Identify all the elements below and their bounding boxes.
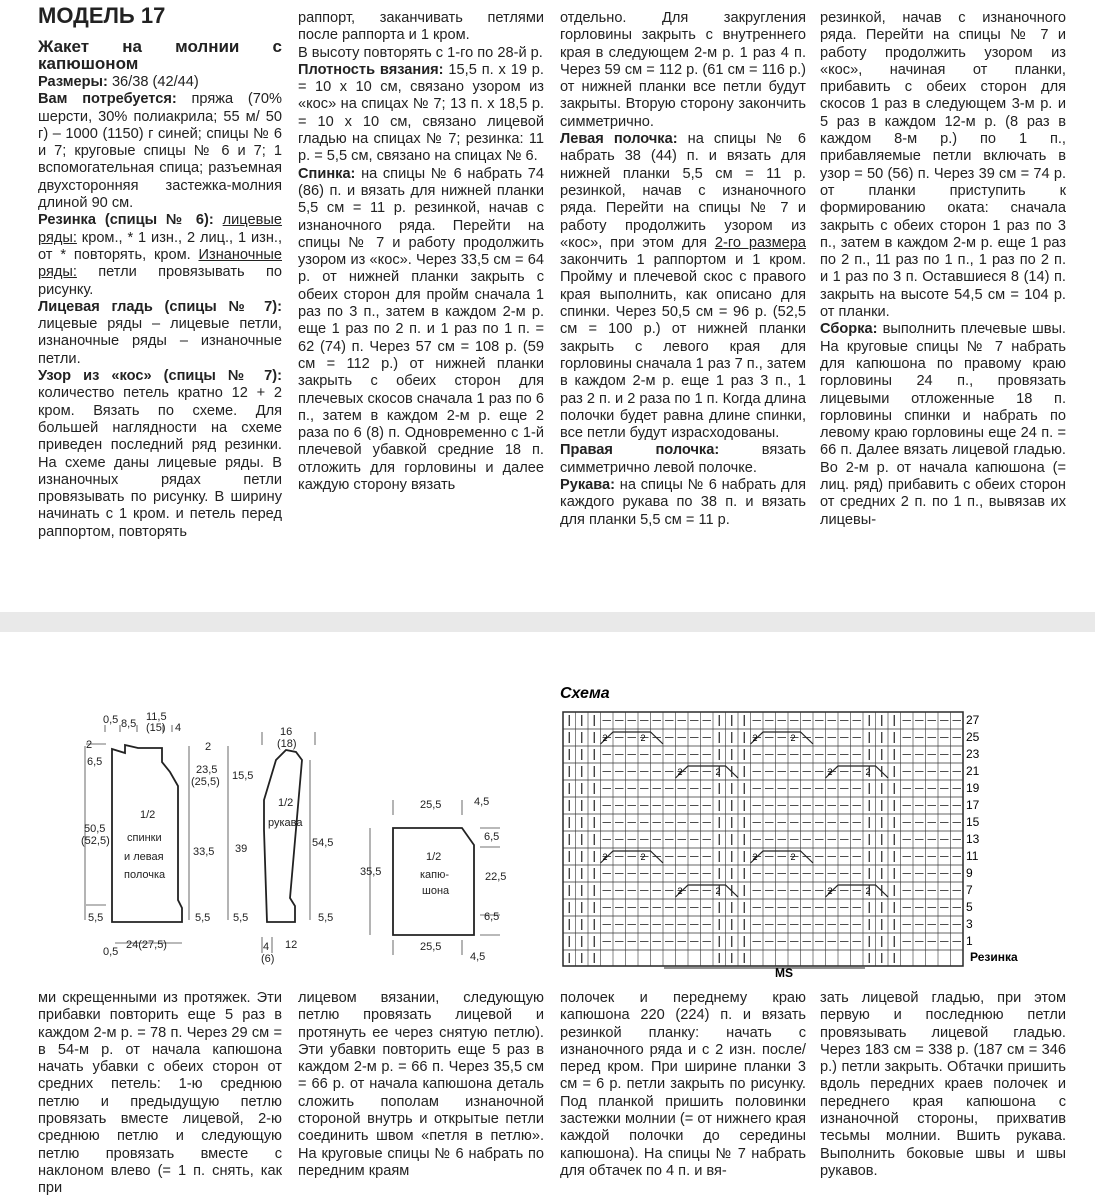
p1-lbl-front: полочка [124, 869, 166, 881]
p3-lbl-hood1: капю- [420, 869, 450, 881]
left-front-text-1: на спицы № 6 набрать 38 (44) п. и вязать для нижней планки 5,5 см = 11 р. резинкой, начав с изнаночного ряда. Перейти на спицы № 7 и работу продолжить узором из «кос», при этом для [560, 131, 806, 251]
col3-text-1: отдельно. Для закругления горловины закрыть с внутреннего края в следующем 2-м р. 1 раз 4 п. Через 59 см = 112 р. (61 см = 116 р.) от нижней планки все петли будут закрыты. Вторую сторону закончить симметрично. [560, 10, 806, 130]
chart-row-label: 1 [966, 934, 973, 948]
chart-row-label: 11 [966, 849, 979, 863]
bottom-column-2: лицевом вязании, следующую петлю провязать лицевой и протянуть ее через снятую петлю). Эти убавки повторить еще 5 раз в каждом 2-м р. = 66 п. Через 35,5 см = 66 р. от начала капюшона деталь сложить пополам изнаночной стороной внутрь и открытые петли соединить швом «петля в петлю». На круговые спицы № 6 набрать по передним краям [298, 990, 544, 1179]
p1-lbl-115: 11,5 [146, 711, 167, 723]
chart-cable-count: 2 [827, 886, 833, 896]
back-text: на спицы № 6 набрать 74 (86) п. и вязать для нижней планки 5,5 см = 11 р. резинкой, начав с изнаночного ряда. Перейти на спицы № 7 и работу продолжить узором из «кос». Через 33,5 см = 64 р. от нижней планки закрыть с обеих сторон для пройм сначала 1 раз по 3 п., затем в каждом 2-м р. еще 1 раз по 2 п. и 1 раз по 1 п. = 62 (74) п. Через 57 см = 108 р. (59 см = 112 р.) от нижней планки закрыть с обеих сторон для плечевых скосов сначала 1 раз по 6 п., затем в каждом 2-м р. еще 2 раза по 6 (8) п. Одновременно с 1-й плечевой убавкой средние 18 п. отложить для горловины и далее каждую сторону вязать [298, 165, 544, 494]
cable-label: Узор из «кос» (спицы № 7): [38, 368, 282, 385]
sleeves-text: на спицы № 6 набрать для каждого рукава по 38 п. и вязать для планки 5,5 см = 11 р. [560, 477, 806, 528]
p2-lbl-12: 12 [285, 939, 298, 951]
chart-row-label: 23 [966, 747, 980, 761]
chart-cable-count: 2 [640, 733, 646, 743]
p3-lbl-355: 35,5 [360, 866, 382, 878]
cable-chart [563, 712, 980, 966]
rib-underline-2: Изнаночные ряды: [38, 246, 282, 281]
p3-lbl-225: 22,5 [485, 871, 507, 883]
p2-lbl-545: 54,5 [312, 837, 334, 849]
p3-lbl-255b: 25,5 [420, 941, 442, 953]
p2-lbl-18: (18) [277, 738, 297, 750]
p1-lbl-255: (25,5) [191, 776, 220, 788]
p1-lbl-half: 1/2 [140, 809, 156, 821]
p1-lbl-235: 23,5 [196, 764, 218, 776]
chart-row-label: 15 [966, 815, 980, 829]
p2-lbl-sleeve: рукава [268, 817, 303, 829]
assembly-label: Сборка: [820, 321, 878, 338]
rib-underline-1: лицевые ряды: [38, 212, 282, 246]
p3-lbl-45a: 4,5 [474, 796, 490, 808]
chart-row-label: 19 [966, 781, 980, 795]
scheme-ms-label: MS [775, 966, 793, 980]
p3-lbl-255a: 25,5 [420, 799, 442, 811]
left-front-underline: 2-го размера [714, 234, 807, 251]
p1-lbl-155: 15,5 [232, 770, 254, 782]
text-column-1 [38, 20, 282, 541]
back-label: Спинка: [298, 165, 356, 182]
chart-row-label: 17 [966, 798, 980, 812]
assembly-text: выполнить плечевые швы. На круговые спицы № 7 набрать для капюшона по правому краю горловины 24 п., провязать лицевыми отложенные 18 п. горловины спинки и набрать по левому краю горловины еще 24 п. = 66 п. Далее вязать лицевой гладью. Во 2-м р. от начала капюшона (= лиц. ряд) прибавить с обеих сторон от средних 2 п. по 1 п., вывязав их лицевы- [820, 321, 1066, 528]
p1-lbl-85: 8,5 [121, 718, 137, 730]
chart-row-label: 13 [966, 832, 980, 846]
model-heading: МОДЕЛЬ 17 [38, 3, 166, 28]
sizes-text: 36/38 (42/44) [107, 74, 199, 90]
p1-lbl-55a: 5,5 [88, 912, 104, 924]
chart-cable-count: 2 [677, 886, 683, 896]
chart-cable-count: 2 [790, 733, 796, 743]
chart-cable-count: 2 [677, 767, 683, 777]
p3-lbl-65b: 6,5 [484, 911, 500, 923]
rib-text-2: петли провязывать по рисунку. [38, 264, 282, 298]
p1-lbl-55b: 5,5 [195, 912, 211, 924]
page-divider [0, 612, 1095, 632]
p1-lbl-525: (52,5) [81, 835, 110, 847]
p2-lbl-55: 5,5 [318, 912, 334, 924]
chart-row-label: 27 [966, 713, 980, 727]
scheme-rib-label: Резинка [970, 950, 1018, 964]
p1-lbl-335: 33,5 [193, 846, 215, 858]
pattern-diagrams [0, 632, 1095, 982]
p1-lbl-back: спинки [127, 832, 162, 844]
p3-lbl-half: 1/2 [426, 851, 442, 863]
chart-cable-count: 2 [752, 733, 758, 743]
p1-lbl-15: (15) [146, 722, 166, 734]
p1-lbl-05: 0,5 [103, 714, 119, 726]
chart-row-label: 3 [966, 917, 973, 931]
sizes-label: Размеры: [38, 74, 108, 90]
left-front-label: Левая полочка: [560, 131, 678, 148]
bottom-column-4: зать лицевой гладью, при этом первую и последнюю петли провязывать лицевой гладью. Через 183 см = 338 р. (187 см = 346 р.) петли закрыть. Обтачки пришить вдоль передних краев полочек и переднего края капюшона с изнаночной стороны, прихватив тесьмы молнии. Вшить рукава. Выполнить боковые швы и швы рукавов. [820, 990, 1066, 1179]
chart-cable-count: 2 [827, 767, 833, 777]
p3-lbl-hood2: шона [422, 885, 450, 897]
chart-cable-count: 2 [640, 852, 646, 862]
bottom-column-1: ми скрещенными из протяжек. Эти прибавки повторить еще 5 раз в каждом 2-м р. = 78 п. Через 29 см = в 54-м р. от начала капюшона начать убавки с обеих сторон от средних петель: 1-ю среднюю петлю и предыдущую петлю провязать вместе лицевой, 2-ю среднюю петлю и следующую петлю провязать вместе с наклоном влево (= 1 п. снять, как при [38, 990, 282, 1197]
chart-cable-count: 2 [715, 767, 721, 777]
materials-text: пряжа (70% шерсти, 30% полиакрила; 55 м/ 50 г) – 1000 (1150) г синей; спицы № 6 и 7; круговые спицы № 6 и 7; 1 вспомогательная спица; разъемная двухсторонняя застежка-молния длиной 90 см. [38, 91, 282, 212]
p2-lbl-4: 4 [263, 941, 270, 953]
chart-cable-count: 2 [865, 886, 871, 896]
gauge-label: Плотность вязания: [298, 61, 444, 78]
chart-cable-count: 2 [715, 886, 721, 896]
col2-text-2: В высоту повторять с 1-го по 28-й р. [298, 44, 543, 61]
hood-piece-outline [393, 828, 474, 935]
gauge-text: 15,5 п. х 19 р. = 10 х 10 см, связано узором из «кос» на спицах № 7; 13 п. х 18,5 р. = 10 х 10 см, связано лицевой гладью на спицах № 7; резинка: 11 р. = 5,5 см, связано на спицах № 6. [298, 61, 544, 165]
p1-lbl-505: 50,5 [84, 823, 106, 835]
stockinette-label: Лицевая гладь (спицы № 7): [38, 298, 282, 315]
sleeve-piece-outline [264, 750, 302, 922]
left-front-text-2: закончить 1 раппортом и 1 кром. Пройму и плечевой скос с правого края выполнить, как описано для спинки. Через 50,5 см = 96 р. (52,5 см = 100 р.) от нижней планки закрыть с левого края для горловины сначала 1 раз 7 п., затем в каждом 2-м р. еще 1 раз 3 п., 1 раз 2 п. и 2 раза по 1 п. Когда длина полочки будет равна длине спинки, все петли будут израсходованы. [560, 252, 806, 442]
sleeves-label: Рукава: [560, 477, 616, 494]
p1-lbl-39: 39 [235, 843, 248, 855]
p1-lbl-2b: 2 [205, 741, 212, 753]
right-front-text: вязать симметрично левой полочке. [560, 442, 806, 476]
text-column-2 [298, 10, 544, 494]
col2-text-1: раппорт, заканчивать петлями после раппорта и 1 кром. [298, 10, 544, 44]
p2-lbl-6: (6) [261, 953, 275, 965]
cable-text: количество петель кратно 12 + 2 кром. Вязать по схеме. Для большей наглядности на схеме приведен последний ряд резинки. На схеме даны лицевые ряды. В изнаночных рядах петли провязывать по рисунку. В ширину начинать с 1 кром. и петель перед раппортом, повторять [38, 385, 282, 540]
p3-lbl-45b: 4,5 [470, 951, 486, 963]
p1-lbl-4: 4 [175, 722, 182, 734]
materials-label: Вам потребуется: [38, 91, 177, 108]
article-title: Жакет на молнии с капюшоном [38, 37, 282, 73]
chart-cable-count: 2 [602, 852, 608, 862]
chart-cable-count: 2 [790, 852, 796, 862]
p1-lbl-and: и левая [124, 851, 164, 863]
chart-row-label: 5 [966, 900, 973, 914]
p2-lbl-16: 16 [280, 726, 293, 738]
p2-lbl-half: 1/2 [278, 797, 294, 809]
text-column-4 [820, 10, 1066, 529]
col4-text-1: резинкой, начав с изнаночного ряда. Перейти на спицы № 7 и работу продолжить узором из «кос», начиная от планки, прибавить с обеих сторон для скосов 1 раз в следующем 3-м р. и 5 раз в каждом 12-м р. (8 раз в каждом 8-м р.) по 1 п., прибавляемые петли включать в узор = 50 (56) п. Через 39 см = 74 р. от планки приступить к формированию оката: сначала закрыть с обеих сторон 1 раз по 3 п., затем в каждом 2-м р. еще 1 раз по 2 п., 11 раз по 1 п., 1 раз по 2 п. и 1 раз по 3 п. Оставшиеся 8 (14) п. закрыть на высоте 54,5 см = 104 р. от планки. [820, 10, 1066, 321]
bottom-column-3: полочек и переднему краю капюшона 220 (224) п. и вязать резинкой планку: начать с изнаночного ряда и с 2 изн. после/перед кром. При ширине планки 3 см = 6 р. петли закрыть по рисунку. Под планкой пришить половинки застежки молнии (= от нижнего края каждой полочки до середины капюшона). На спицы № 7 набрать для обтачек по 4 п. и вя- [560, 990, 806, 1179]
stockinette-text: лицевые ряды – лицевые петли, изнаночные ряды – изнаночные петли. [38, 316, 282, 367]
p1-lbl-2a: 2 [86, 739, 93, 751]
rib-label: Резинка (спицы № 6): [38, 212, 214, 229]
chart-row-label: 9 [966, 866, 973, 880]
p1-lbl-65: 6,5 [87, 756, 103, 768]
text-column-3 [560, 10, 806, 529]
scheme-title: Схема [560, 685, 610, 702]
p1-lbl-24: 24(27,5) [126, 939, 167, 951]
chart-row-label: 21 [966, 764, 980, 778]
p1-lbl-05b: 0,5 [103, 946, 119, 958]
right-front-label: Правая полочка: [560, 442, 720, 459]
p3-lbl-65a: 6,5 [484, 831, 500, 843]
p1-lbl-55c: 5,5 [233, 912, 249, 924]
chart-row-label: 25 [966, 730, 980, 744]
chart-cable-count: 2 [602, 733, 608, 743]
chart-row-label: 7 [966, 883, 973, 897]
chart-cable-count: 2 [752, 852, 758, 862]
rib-text-1: кром., * 1 изн., 2 лиц., 1 изн., от * повторять, кром. [38, 229, 282, 263]
chart-cable-count: 2 [865, 767, 871, 777]
